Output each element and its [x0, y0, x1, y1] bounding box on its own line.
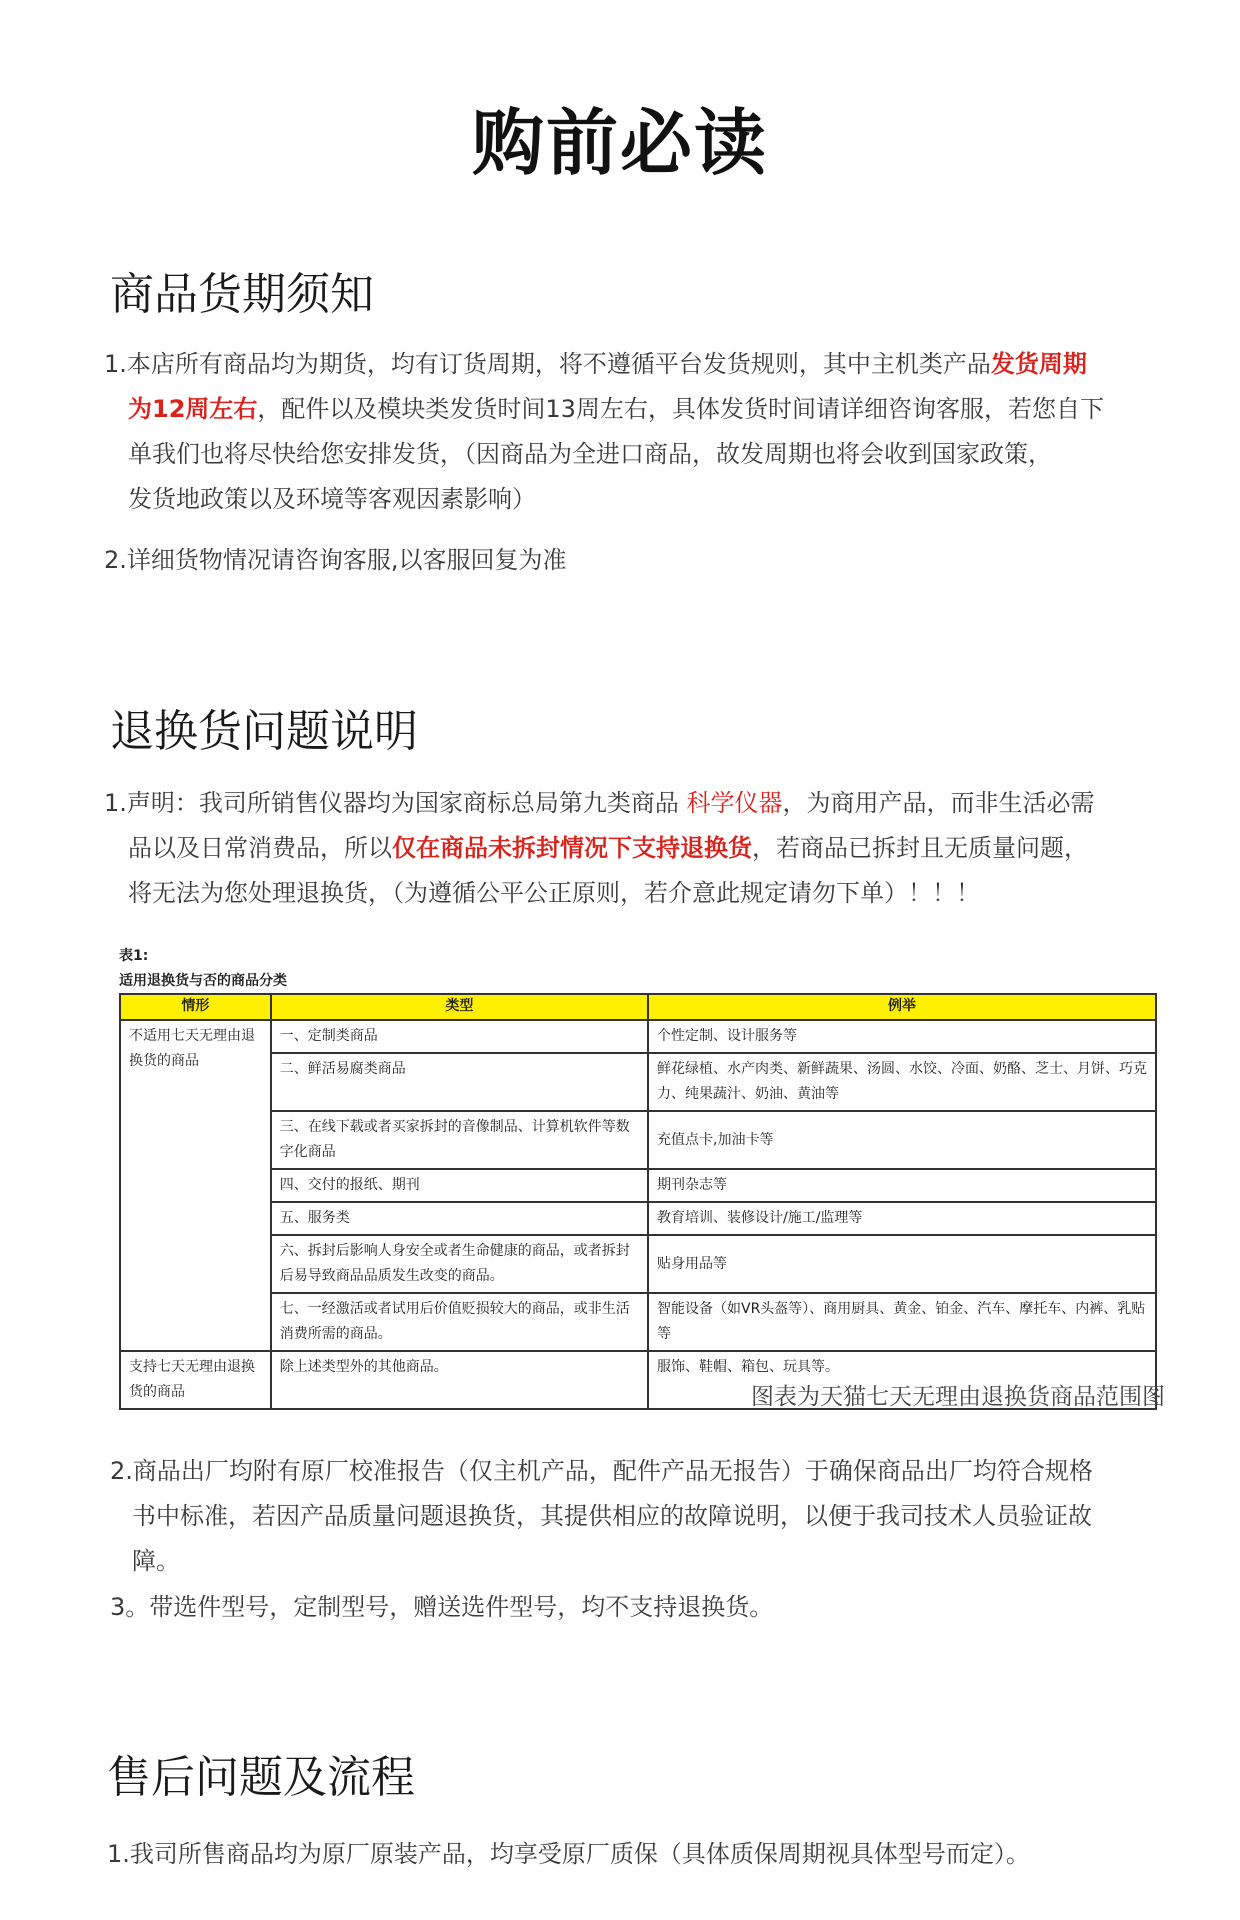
- section-heading-delivery: 商品货期须知: [110, 269, 374, 320]
- text: 单我们也将尽快给您安排发货，（因商品为全进口商品，故发周期也将会收到国家政策，: [128, 440, 1052, 468]
- text: 1.声明：我司所销售仪器均为国家商标总局第九类商品: [104, 789, 687, 817]
- returns-paragraph-2-line: 书中标准，若因产品质量问题退换货，其提供相应的故障说明，以便于我司技术人员验证故: [132, 1502, 1092, 1530]
- table-caption: 图表为天猫七天无理由退换货商品范围图: [751, 1384, 1165, 1410]
- text: 品以及日常消费品，所以: [128, 834, 392, 862]
- table-example-cell: 期刊杂志等: [648, 1169, 1156, 1202]
- text: ，为商用产品，而非生活必需: [782, 789, 1095, 817]
- table-example-cell: 贴身用品等: [648, 1235, 1156, 1293]
- returns-paragraph-3: 3。带选件型号，定制型号，赠送选件型号，均不支持退换货。: [110, 1593, 774, 1621]
- table-header: 情形: [120, 994, 271, 1020]
- table-header: 例举: [648, 994, 1156, 1020]
- table-group-cell: 支持七天无理由退换货的商品: [120, 1351, 271, 1409]
- text: 将无法为您处理退换货，（为遵循公平公正原则，若介意此规定请勿下单）！！！: [128, 879, 980, 907]
- paragraph-line: [104, 781, 1095, 826]
- table-example-cell: 鲜花绿植、水产肉类、新鲜蔬果、汤圆、水饺、冷面、奶酪、芝士、月饼、巧克力、纯果蔬汁、奶油、黄油等: [648, 1053, 1156, 1111]
- highlighted-text: 科学仪器: [686, 789, 783, 817]
- table-type-cell: 七、一经激活或者试用后价值贬损较大的商品，或非生活消费所需的商品。: [271, 1293, 648, 1351]
- table-type-cell: 一、定制类商品: [271, 1020, 648, 1053]
- returns-paragraph-2-line: 2.商品出厂均附有原厂校准报告（仅主机产品，配件产品无报告）于确保商品出厂均符合规格: [110, 1457, 1093, 1485]
- table-row: [120, 1202, 1156, 1235]
- table-example-cell: 服饰、鞋帽、箱包、玩具等。: [648, 1351, 1156, 1409]
- table-header: 类型: [271, 994, 648, 1020]
- after-sales-paragraph-1: 1.我司所售商品均为原厂原装产品，均享受原厂质保（具体质保周期视具体型号而定）。: [107, 1840, 1030, 1868]
- paragraph-line: [104, 871, 1095, 916]
- table-group-cell: 不适用七天无理由退换货的商品: [120, 1020, 271, 1351]
- table-type-cell: 二、鲜活易腐类商品: [271, 1053, 648, 1111]
- text: ，配件以及模块类发货时间13周左右，具体发货时间请详细咨询客服，若您自下: [257, 395, 1104, 423]
- table-example-cell: 个性定制、设计服务等: [648, 1020, 1156, 1053]
- table-row: [120, 1111, 1156, 1169]
- page-title: 购前必读: [471, 101, 768, 185]
- text: 发货地政策以及环境等客观因素影响）: [128, 485, 536, 513]
- table-type-cell: 六、拆封后影响人身安全或者生命健康的商品，或者拆封后易导致商品品质发生改变的商品。: [271, 1235, 648, 1293]
- table-row: [120, 1169, 1156, 1202]
- highlighted-text: 发货周期: [990, 350, 1087, 378]
- table-row: [120, 1235, 1156, 1293]
- table-type-cell: 五、服务类: [271, 1202, 648, 1235]
- paragraph-line: [104, 477, 1104, 522]
- table-type-cell: 除上述类型外的其他商品。: [271, 1351, 648, 1409]
- paragraph-line: [104, 826, 1095, 871]
- returns-paragraph-2-line: 障。: [132, 1547, 180, 1575]
- text: 1.本店所有商品均为期货，均有订货周期，将不遵循平台发货规则，其中主机类产品: [104, 350, 991, 378]
- text: ，若商品已拆封且无质量问题，: [752, 834, 1088, 862]
- paragraph-line: [104, 387, 1104, 432]
- delivery-paragraph-2: 2.详细货物情况请咨询客服,以客服回复为准: [104, 546, 567, 574]
- paragraph-line: [104, 342, 1104, 387]
- table-type-cell: 三、在线下载或者买家拆封的音像制品、计算机软件等数字化商品: [271, 1111, 648, 1169]
- table-type-cell: 四、交付的报纸、期刊: [271, 1169, 648, 1202]
- paragraph-line: [104, 432, 1104, 477]
- table-label: 表1:: [119, 948, 149, 964]
- table-row: [120, 1293, 1156, 1351]
- section-heading-returns: 退换货问题说明: [110, 706, 418, 757]
- highlighted-text: 为12周左右: [128, 395, 258, 423]
- table-title: 适用退换货与否的商品分类: [119, 973, 287, 989]
- table-row: [120, 1053, 1156, 1111]
- returns-category-table: [119, 993, 1157, 1410]
- highlighted-text: 仅在商品未拆封情况下支持退换货: [392, 834, 752, 862]
- section-heading-after-sales: 售后问题及流程: [107, 1752, 415, 1803]
- table-example-cell: 充值点卡,加油卡等: [648, 1111, 1156, 1169]
- table-example-cell: 智能设备（如VR头盔等）、商用厨具、黄金、铂金、汽车、摩托车、内裤、乳贴等: [648, 1293, 1156, 1351]
- table-row: [120, 1020, 1156, 1053]
- table-example-cell: 教育培训、装修设计/施工/监理等: [648, 1202, 1156, 1235]
- returns-paragraph-1: [104, 781, 1095, 916]
- delivery-paragraph-1: [104, 342, 1104, 522]
